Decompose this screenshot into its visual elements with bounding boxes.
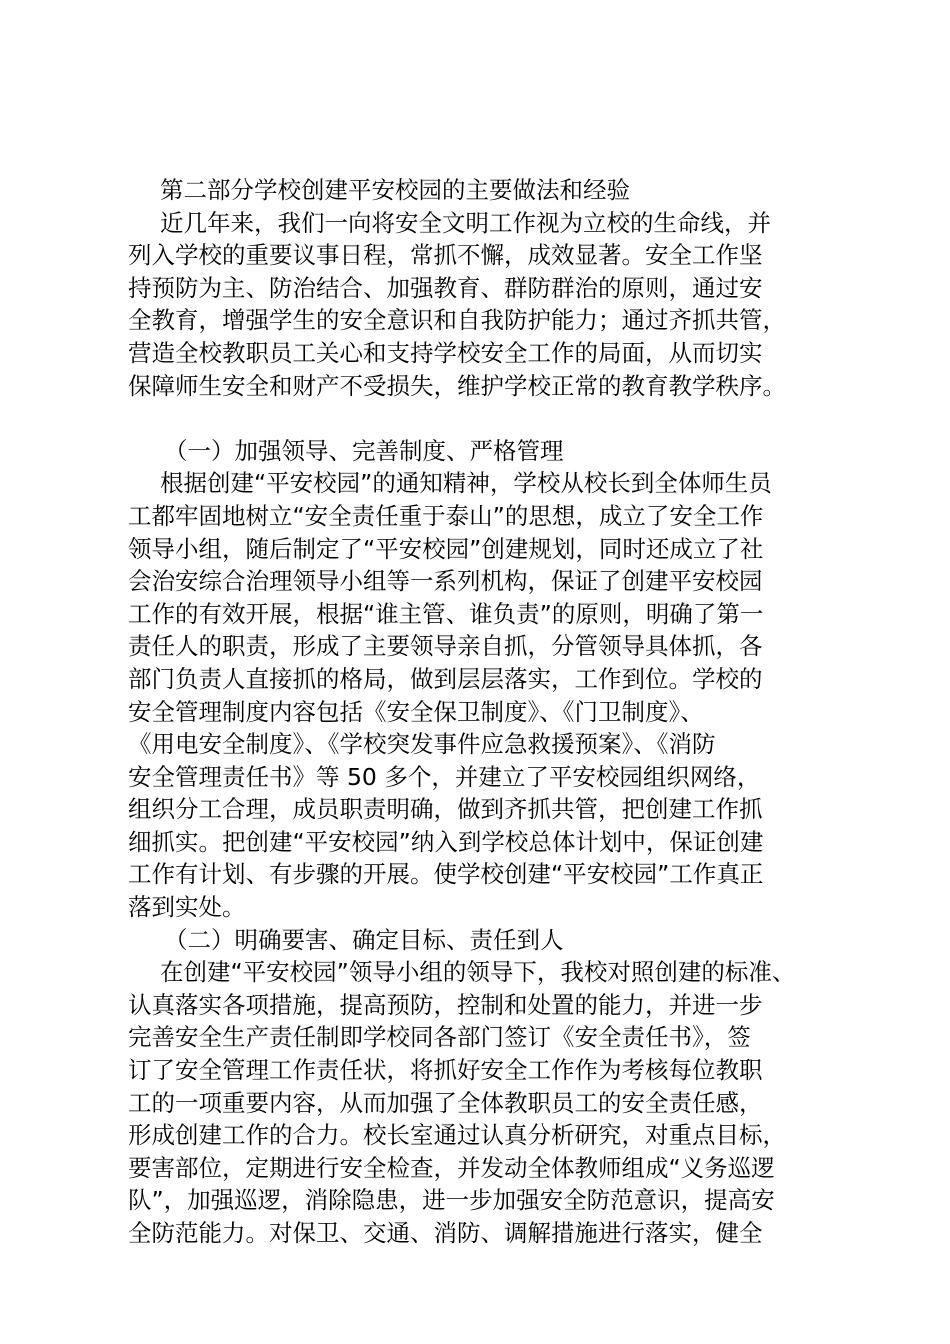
para2-line: 订了安全管理工作责任状，将抓好安全工作作为考核每位教职 — [128, 1056, 763, 1085]
paragraph-gap — [128, 402, 848, 435]
para2-line: 在创建“平安校园”领导小组的领导下，我校对照创建的标准、 — [160, 958, 796, 987]
para2-line: 全防范能力。对保卫、交通、消防、调解措施进行落实，健全 — [128, 1219, 763, 1247]
para1-line: 工作有计划、有步骤的开展。使学校创建“平安校园”工作真正 — [128, 860, 764, 889]
intro-line: 持预防为主、防治结合、加强教育、群防群治的原则，通过安 — [128, 273, 763, 302]
para1-line: 根据创建“平安校园”的通知精神，学校从校长到全体师生员 — [160, 469, 772, 498]
intro-line: 保障师生安全和财产不受损失，维护学校正常的教育教学秩序。 — [128, 371, 786, 400]
para2-line: 要害部位，定期进行安全检查，并发动全体教师组成“义务巡逻 — [128, 1153, 775, 1182]
para1-line: 会治安综合治理领导小组等一系列机构，保证了创建平安校园 — [128, 567, 763, 596]
intro-line: 营造全校教职员工关心和支持学校安全工作的局面，从而切实 — [128, 338, 763, 367]
para1-line: 《用电安全制度》、《学校突发事件应急救援预案》、《消防 — [128, 730, 716, 759]
para1-line: 落到实处。 — [128, 893, 246, 922]
para1-line: 责任人的职责，形成了主要领导亲自抓，分管领导具体抓，各 — [128, 632, 763, 661]
heading-two: （二）明确要害、确定目标、责任到人 — [164, 925, 564, 954]
para1-line: 安全管理责任书》等 50 多个，并建立了平安校园组织网络， — [128, 762, 761, 791]
section-title: 第二部分学校创建平安校园的主要做法和经验 — [160, 176, 630, 204]
heading-one: （一）加强领导、完善制度、严格管理 — [164, 436, 564, 465]
para2-line: 队”，加强巡逻，消除隐患，进一步加强安全防范意识，提高安 — [128, 1186, 775, 1215]
para2-line: 形成创建工作的合力。校长室通过认真分析研究，对重点目标， — [128, 1121, 786, 1150]
para1-line: 工都牢固地树立“安全责任重于泰山”的思想，成立了安全工作 — [128, 501, 764, 530]
para2-line: 完善安全生产责任制即学校同各部门签订《安全责任书》，签 — [128, 1023, 751, 1052]
para2-line: 工的一项重要内容，从而加强了全体教职员工的安全责任感， — [128, 1088, 763, 1117]
para1-line: 领导小组，随后制定了“平安校园”创建规划，同时还成立了社 — [128, 534, 764, 563]
intro-line: 列入学校的重要议事日程，常抓不懈，成效显著。安全工作坚 — [128, 241, 763, 270]
para2-line: 认真落实各项措施，提高预防，控制和处置的能力，并进一步 — [128, 990, 763, 1019]
intro-line: 近几年来，我们一向将安全文明工作视为立校的生命线，并 — [160, 208, 771, 237]
para1-line: 安全管理制度内容包括《安全保卫制度》、《门卫制度》、 — [128, 697, 704, 726]
intro-line: 全教育，增强学生的安全意识和自我防护能力；通过齐抓共管， — [128, 306, 786, 335]
para1-line: 工作的有效开展，根据“谁主管、谁负责”的原则，明确了第一 — [128, 599, 764, 628]
para1-line: 细抓实。把创建“平安校园”纳入到学校总体计划中，保证创建 — [128, 827, 764, 856]
para1-line: 组织分工合理，成员职责明确，做到齐抓共管，把创建工作抓 — [128, 795, 763, 824]
document-body — [128, 174, 848, 1250]
para1-line: 部门负责人直接抓的格局，做到层层落实，工作到位。学校的 — [128, 664, 763, 693]
